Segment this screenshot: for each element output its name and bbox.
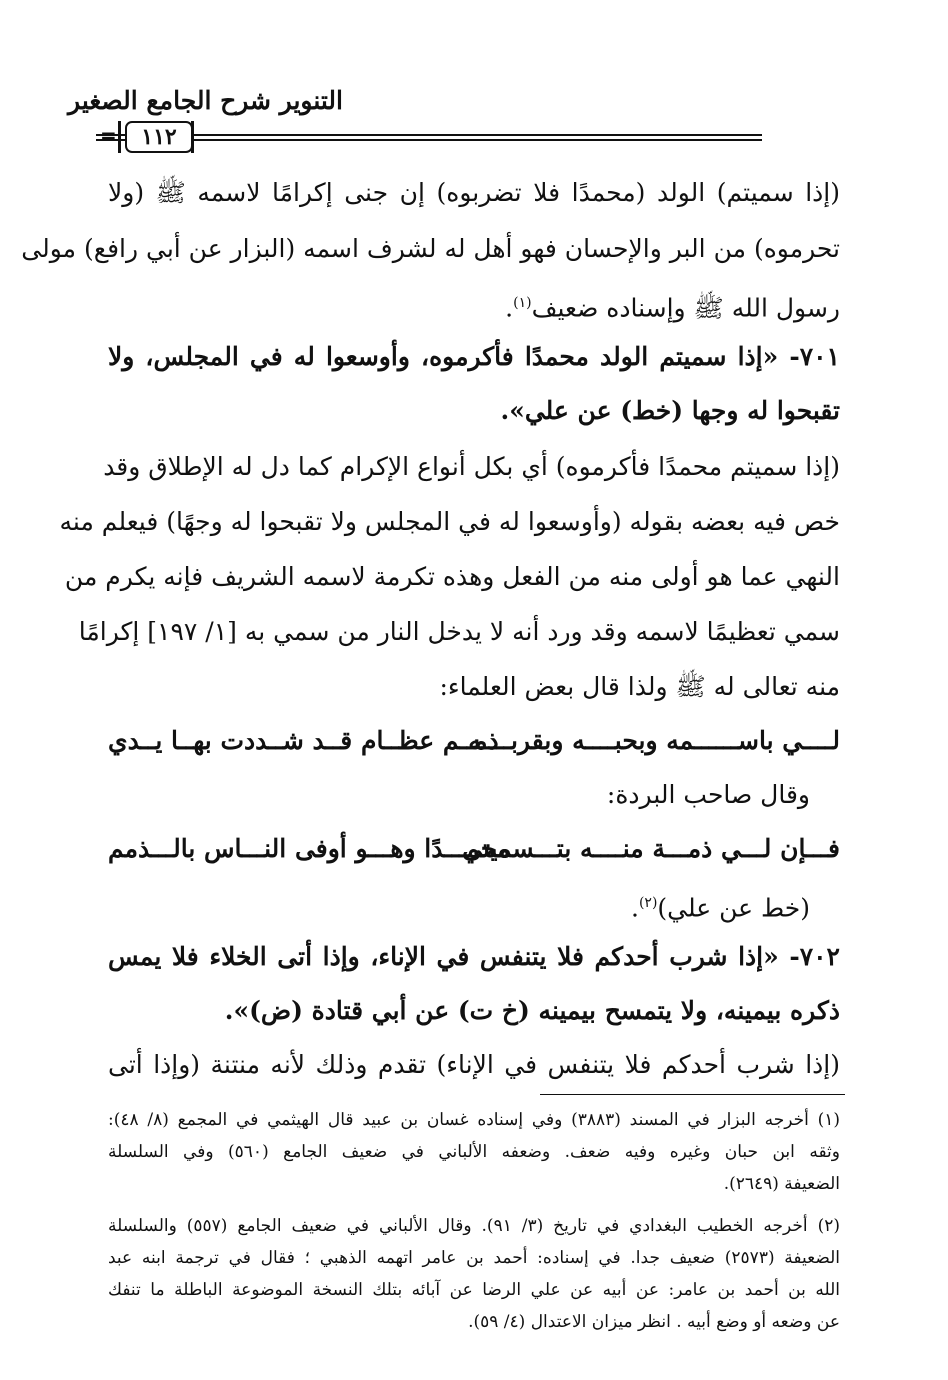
footnote-line: (٢) أخرجه الخطيب البغدادي في تاريخ (٣/ ٩١). وقال الألباني في ضعيف الجامع (٥٥٧) والسلسلة	[108, 1216, 840, 1236]
header-rule-bottom	[96, 139, 762, 141]
body-line: وقال صاحب البردة:	[606, 780, 810, 809]
footnote-line: الضعيفة (٢٦٤٩).	[723, 1174, 840, 1194]
body-line	[78, 884, 810, 927]
body-line: (إذا شرب أحدكم فلا يتنفس في الإناء) تقدم وذلك لأنه منتنة (وإذا أتى	[108, 1050, 840, 1079]
body-line: سمي تعظيمًا لاسمه وقد ورد أنه لا يدخل النار من سمي به [١/ ١٩٧] إكرامًا	[78, 617, 840, 646]
header-rule-top	[96, 134, 762, 136]
footnote-ref: (٢)	[638, 895, 658, 911]
verse-first-hemistich: لــــي باســــــمه وبحبــــه وبقربــــه	[468, 726, 840, 755]
body-line: منه تعالى له ﷺ ولذا قال بعض العلماء:	[439, 672, 840, 701]
hadith-line: تقبحوا له وجها (خط) عن علي».	[500, 396, 840, 425]
body-line: (إذا سميتم) الولد (محمدًا فلا تضربوه) إن جنى إكرامًا لاسمه ﷺ (ولا	[108, 178, 840, 207]
body-line: تحرموه) من البر والإحسان فهو أهل له لشرف اسمه (البزار عن أبي رافع) مولى	[21, 234, 840, 263]
running-header-title: التنوير شرح الجامع الصغير	[68, 86, 343, 115]
hadith-line: ٧٠١- «إذا سميتم الولد محمدًا فأكرموه، وأوسعوا له في المجلس، ولا	[108, 342, 840, 371]
page-box-bar-left	[118, 121, 121, 153]
verse-second-hemistich: ذمــم عظــام قــد شــددت بهــا يــدي	[108, 726, 499, 755]
footnote-line: وثقه ابن حبان وغيره وفيه ضعف. وضعفه الألباني في ضعيف الجامع (٥٦٠) وفي السلسلة	[108, 1142, 840, 1162]
body-line: خص فيه بعضه بقوله (وأوسعوا له في المجلس ولا تقبحوا له وجهًا) فيعلم منه	[59, 507, 840, 536]
footnote-ref: (١)	[513, 295, 532, 311]
footnote-separator	[540, 1094, 845, 1095]
body-line-text: (خط عن علي)	[657, 893, 810, 923]
verse-first-hemistich: فـــإن لـــي ذمـــة منــــه بتـــسميتي	[462, 834, 840, 863]
footnote-line: الله بن أحمد بن عامر: عن أبيه عن علي الرضا عن آبائه بتلك النسخة الموضوعة الباطلة ما تنفك	[108, 1280, 840, 1300]
verse-second-hemistich: محمـــدًا وهـــو أوفى النـــاس بالـــذمم	[108, 834, 511, 863]
body-line: (إذا سميتم محمدًا فأكرموه) أي بكل أنواع الإكرام كما دل له الإطلاق وقد	[103, 452, 840, 481]
body-line: النهي عما هو أولى منه من الفعل وهذه تكرمة لاسمه الشريف فإنه يكرم من	[64, 562, 840, 591]
body-line-text: رسول الله ﷺ وإسناده ضعيف	[531, 293, 840, 323]
hadith-line: ذكره بيمينه، ولا يتمسح بيمينه (خ ت) عن أبي قتادة (ض)».	[224, 996, 840, 1025]
period: .	[505, 293, 514, 323]
header-dash: =	[100, 123, 117, 147]
hadith-line: ٧٠٢- «إذا شرب أحدكم فلا يتنفس في الإناء، وإذا أتى الخلاء فلا يمس	[108, 942, 840, 971]
period: .	[631, 893, 639, 923]
footnote-line: عن وضعه أو وضع أبيه . انظر ميزان الاعتدال (٤/ ٥٩).	[468, 1312, 840, 1332]
body-line	[108, 284, 840, 327]
page-number: ١١٢	[125, 121, 193, 153]
footnote-line: الضعيفة (٢٥٧٣) ضعيف جدا. في إسناده: أحمد بن عامر اتهمه الذهبي ؛ فقال في ترجمة ابنه عبد	[108, 1248, 841, 1268]
footnote-line: (١) أخرجه البزار في المسند (٣٨٨٣) وفي إسناده غسان بن عبيد قال الهيثمي في المجمع (٨/ ٤٨):	[108, 1110, 840, 1130]
